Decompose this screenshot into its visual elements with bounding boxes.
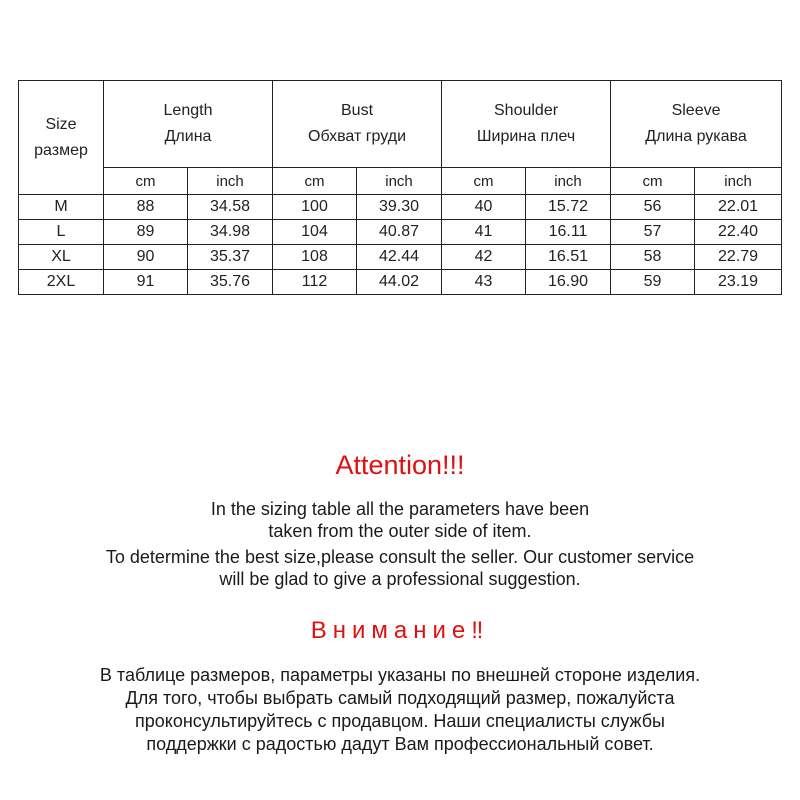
value-cell: 39.30 [357,195,442,220]
size-cell: L [19,220,104,245]
value-cell: 42 [442,245,526,270]
value-cell: 42.44 [357,245,442,270]
value-cell: 34.58 [188,195,273,220]
size-header-ru: размер [34,141,88,159]
value-cell: 40 [442,195,526,220]
table-row [19,195,782,220]
size-cell: M [19,195,104,220]
length-column-header [104,81,273,168]
sleeve-header-ru: Длина рукава [645,128,747,145]
table-row [19,245,782,270]
notice-line: In the sizing table all the parameters have been [210,499,590,519]
size-column-header [19,81,104,195]
sleeve-column-header [611,81,782,168]
table-row [19,270,782,295]
value-cell: 23.19 [695,270,782,295]
attention-notice-en [0,498,800,590]
attention-title: Attention!!! [335,450,465,480]
notice-line: поддержки с радостью дадут Вам профессиональный совет. [146,734,654,754]
value-cell: 112 [273,270,357,295]
notice-line: В таблице размеров, параметры указаны по внешней стороне изделия. [99,665,701,685]
unit-cell: cm [611,168,695,195]
attention-notice-ru [0,664,800,756]
attention-title-ru: Внимание‼ [310,617,490,644]
units-row [19,168,782,195]
notice-line: will be glad to give a professional suggestion. [219,569,581,589]
size-header-en: Size [45,115,77,133]
value-cell: 22.79 [695,245,782,270]
value-cell: 43 [442,270,526,295]
value-cell: 35.76 [188,270,273,295]
shoulder-header-ru: Ширина плеч [476,128,576,145]
length-header-ru: Длина [164,128,212,145]
table-row [19,220,782,245]
shoulder-column-header [442,81,611,168]
size-chart-table [18,80,782,295]
value-cell: 15.72 [526,195,611,220]
value-cell: 40.87 [357,220,442,245]
unit-cell: inch [695,168,782,195]
unit-cell: cm [442,168,526,195]
bust-header-ru: Обхват груди [308,128,407,145]
value-cell: 104 [273,220,357,245]
unit-cell: inch [188,168,273,195]
sleeve-header-en: Sleeve [671,102,721,119]
value-cell: 44.02 [357,270,442,295]
value-cell: 34.98 [188,220,273,245]
value-cell: 22.01 [695,195,782,220]
unit-cell: cm [273,168,357,195]
value-cell: 88 [104,195,188,220]
value-cell: 16.11 [526,220,611,245]
value-cell: 59 [611,270,695,295]
value-cell: 91 [104,270,188,295]
value-cell: 56 [611,195,695,220]
value-cell: 16.90 [526,270,611,295]
length-header-en: Length [163,102,213,119]
notice-line: Для того, чтобы выбрать самый подходящий размер, пожалуйста [125,688,675,708]
notice-line: To determine the best size,please consult the seller. Our customer service [105,547,695,567]
value-cell: 90 [104,245,188,270]
notice-line: taken from the outer side of item. [268,521,532,541]
unit-cell: cm [104,168,188,195]
notice-line: проконсультируйтесь с продавцом. Наши специалисты службы [135,711,665,731]
value-cell: 58 [611,245,695,270]
value-cell: 35.37 [188,245,273,270]
value-cell: 16.51 [526,245,611,270]
unit-cell: inch [526,168,611,195]
shoulder-header-en: Shoulder [494,102,559,119]
value-cell: 89 [104,220,188,245]
value-cell: 41 [442,220,526,245]
size-cell: 2XL [19,270,104,295]
value-cell: 22.40 [695,220,782,245]
unit-cell: inch [357,168,442,195]
bust-header-en: Bust [341,102,374,119]
bust-column-header [273,81,442,168]
size-cell: XL [19,245,104,270]
value-cell: 108 [273,245,357,270]
value-cell: 57 [611,220,695,245]
table-header-row [19,81,782,168]
value-cell: 100 [273,195,357,220]
